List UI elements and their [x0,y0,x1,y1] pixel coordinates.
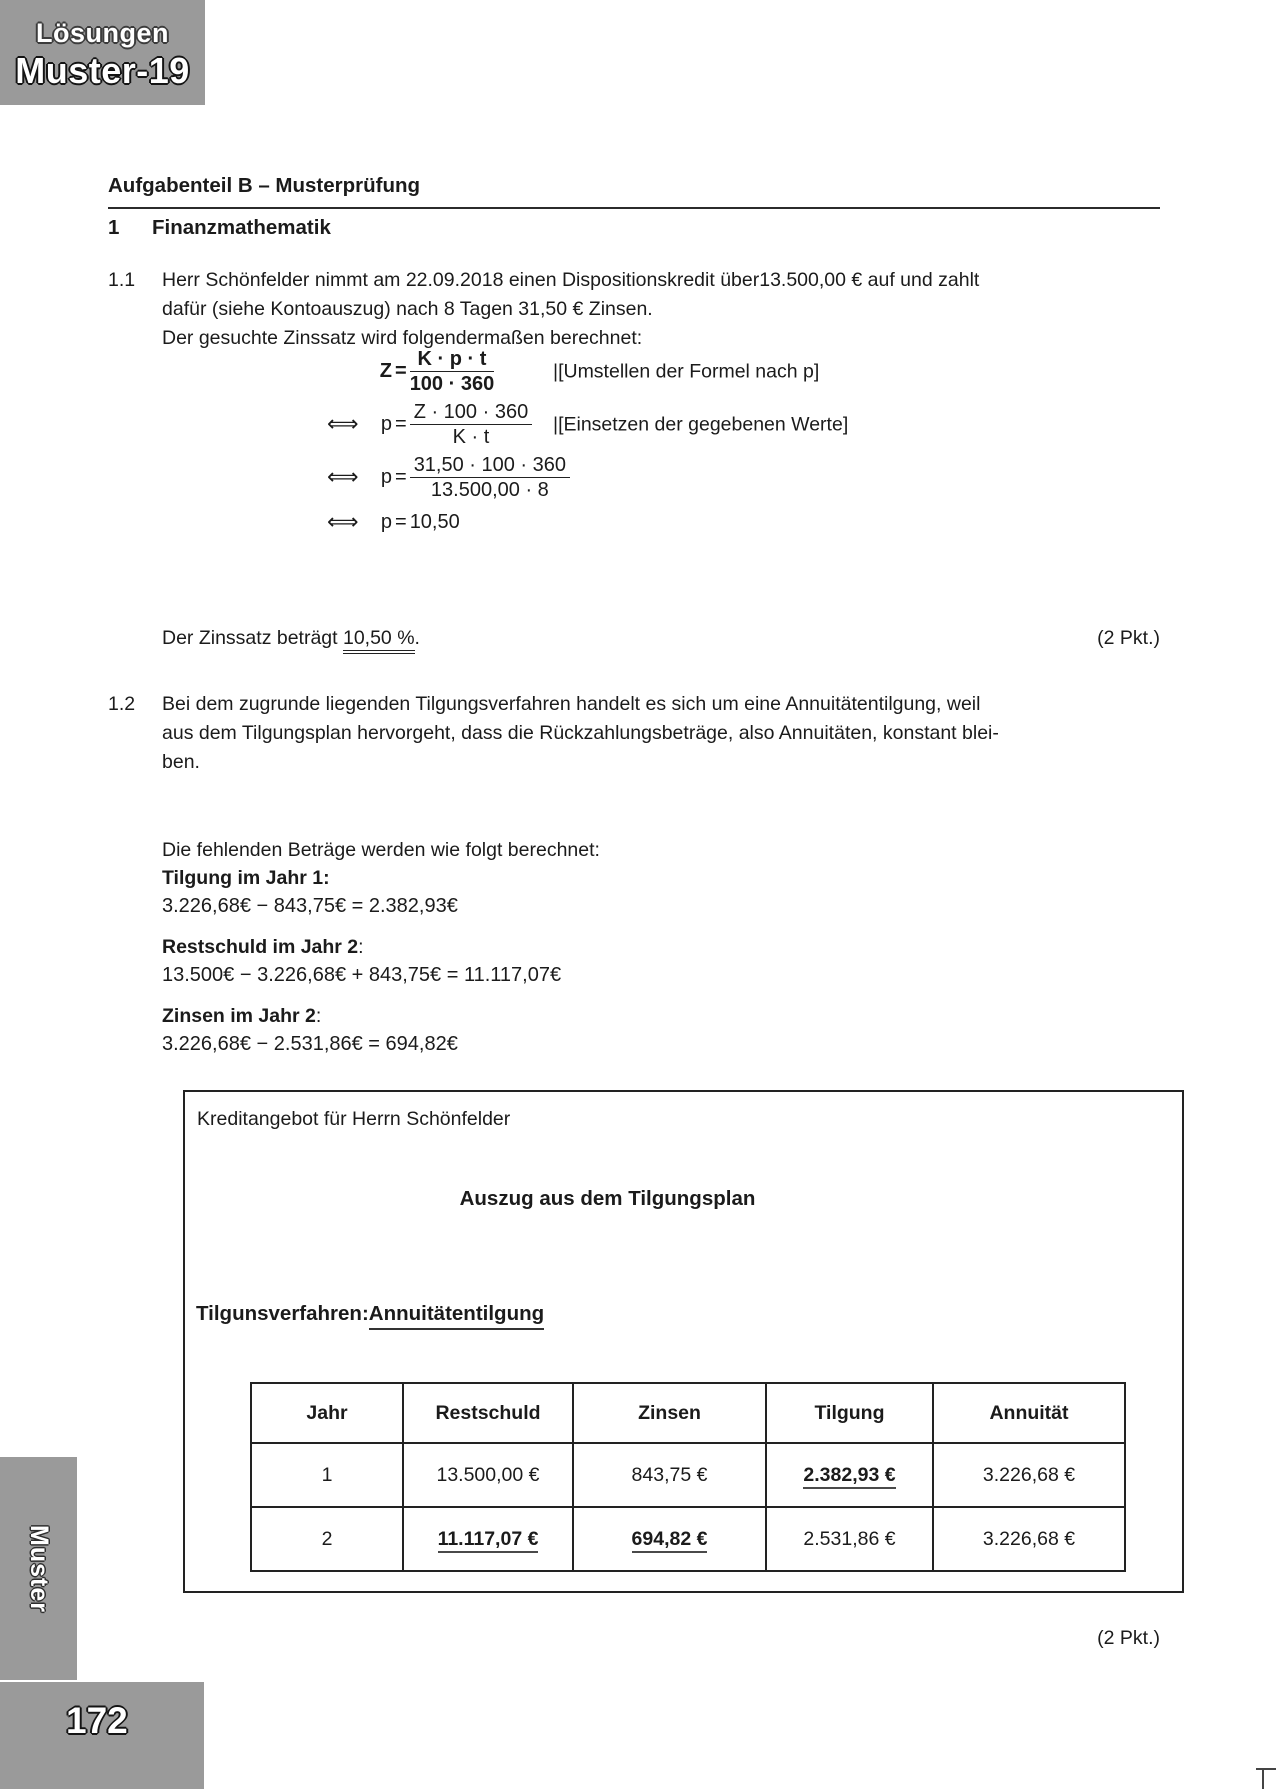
calc-expression: 3.226,68€ − 843,75€ = 2.382,93€ [162,895,458,917]
task-1-2-paragraph [108,690,1160,777]
cell-tilgung [766,1443,933,1507]
cell-value-emphasized: 2.382,93 € [803,1464,895,1489]
formula-lhs: Z [379,360,392,383]
table-header-row [251,1383,1125,1443]
credit-offer-box [183,1090,1184,1593]
cell-jahr [251,1507,403,1571]
cell-restschuld [403,1443,573,1507]
col-header-zinsen: Zinsen [573,1383,766,1443]
col-header-tilgung: Tilgung [766,1383,933,1443]
conclusion-row [108,627,1160,650]
formula-result: 10,50 [409,510,460,533]
cell-value: 1 [321,1463,333,1486]
fraction [410,400,533,450]
fraction-denominator: 100 · 360 [409,373,495,396]
corner-badge [0,0,205,105]
task-1-1-label: 1.1 [108,269,136,291]
calc-expression: 13.500€ − 3.226,68€ + 843,75€ = 11.117,07€ [162,964,562,986]
cell-annuitaet [933,1507,1125,1571]
part-title: Aufgabenteil B – Musterprüfung [108,174,1160,209]
page-number: 172 [66,1700,128,1741]
side-tab-label: Muster [25,1524,53,1613]
section-title: Finanzmathematik [152,216,331,239]
fraction-numerator: K · p · t [417,348,487,370]
calc-heading-bold: Tilgung im Jahr 1: [162,867,330,889]
fraction-numerator: 31,50 · 100 · 360 [413,453,567,476]
formula-row-2 [327,400,849,450]
badge-muster-label: Muster-19 [15,49,190,91]
equals-sign: = [395,465,407,488]
heading-block [108,174,1160,240]
cell-value-emphasized: 694,82 € [632,1528,708,1553]
points-label: (2 Pkt.) [1097,1627,1160,1649]
conclusion-prefix: Der Zinssatz beträgt [162,627,343,649]
formula-annotation: |[Einsetzen der gegebenen Werte] [553,413,849,436]
equals-sign: = [395,360,407,383]
task-1-1-text [162,266,1160,353]
calc-heading-bold: Restschuld im Jahr 2 [162,936,359,958]
task-1-1-line: dafür (siehe Kontoauszug) nach 8 Tagen 31,50 € Zinsen. [162,298,653,320]
cell-restschuld [403,1507,573,1571]
task-1-2-line: Bei dem zugrunde liegenden Tilgungsverfahren handelt es sich um eine Annuitätentilgung, weil [162,693,981,715]
side-tab-muster [0,1457,77,1680]
cell-jahr [251,1443,403,1507]
cell-tilgung [766,1507,933,1571]
credit-offer-title: Kreditangebot für Herrn Schönfelder [197,1108,511,1130]
formula-annotation: |[Umstellen der Formel nach p] [553,360,820,383]
task-1-2-line: ben. [162,751,200,773]
fraction [410,453,570,503]
fraction [410,347,495,397]
cell-value: 2.531,86 € [803,1527,896,1550]
conclusion-sentence [162,627,420,650]
calc-heading [162,933,600,961]
fraction-denominator: K · t [410,424,533,449]
cell-value: 2 [321,1527,333,1550]
cell-value-emphasized: 11.117,07 € [438,1528,539,1553]
page-number-box [0,1682,204,1789]
method-value: Annuitätentilgung [369,1302,544,1330]
formula-row-3 [327,453,570,503]
points-label: (2 Pkt.) [1097,627,1160,649]
badge-loesungen-label: Lösungen [36,17,169,48]
crop-mark-vertical [1262,1768,1264,1789]
equivalence-arrow-icon: ⟺ [327,509,359,535]
col-header-jahr: Jahr [251,1383,403,1443]
table-row [251,1507,1125,1571]
formula-row-4 [327,505,570,539]
calc-heading-plain: : [315,1005,322,1027]
task-1-2-label: 1.2 [108,693,136,715]
cell-value: 3.226,68 € [982,1527,1076,1550]
calc-heading-plain: : [358,936,364,958]
equivalence-arrow-icon: ⟺ [327,412,359,438]
calc-intro: Die fehlenden Beträge werden wie folgt berechnet: [162,839,600,861]
conclusion-value: 10,50 % [343,627,415,654]
task-1-1-line: Herr Schönfelder nimmt am 22.09.2018 einen Dispositionskredit über13.500,00 € auf und zahlt [162,269,980,291]
fraction-numerator: Z · 100 · 360 [413,400,529,423]
section-heading [108,216,1160,240]
formula-lhs: p [380,413,392,436]
task-1-1-paragraph [108,266,1160,353]
table-row [251,1443,1125,1507]
equivalence-arrow-icon: ⟺ [327,464,359,490]
formula-lhs: p [380,510,392,533]
task-1-2-text [162,690,1160,777]
equals-sign: = [395,413,407,436]
col-header-restschuld: Restschuld [403,1383,573,1443]
method-line [196,1302,544,1326]
fraction-denominator: 13.500,00 · 8 [410,477,570,502]
cell-zinsen [573,1443,766,1507]
calc-heading [162,1002,600,1030]
cell-value: 13.500,00 € [436,1463,540,1486]
conclusion-suffix: . [414,627,420,649]
calc-expression: 3.226,68€ − 2.531,86€ = 694,82€ [162,1033,458,1055]
cell-zinsen [573,1507,766,1571]
cell-annuitaet [933,1443,1125,1507]
col-header-annuitaet: Annuität [933,1383,1125,1443]
formula-row-1 [327,347,820,397]
task-1-2-line: aus dem Tilgungsplan hervorgeht, dass die Rückzahlungsbeträge, also Annuitäten, konstant blei- [162,722,999,744]
calc-heading-bold: Zinsen im Jahr 2 [162,1005,316,1027]
crop-mark-horizontal [1256,1768,1276,1770]
cell-value: 843,75 € [631,1463,708,1486]
section-number: 1 [108,216,120,239]
calc-heading [162,864,600,892]
method-label: Tilgunsverfahren: [196,1302,369,1325]
cell-value: 3.226,68 € [982,1463,1076,1486]
formula-lhs: p [380,465,392,488]
tilgungsplan-subtitle: Auszug aus dem Tilgungsplan [459,1187,756,1210]
task-1-1-line: Der gesuchte Zinssatz wird folgendermaßen berechnet: [162,327,643,349]
formula-block [327,347,849,542]
equals-sign: = [395,510,407,533]
calculation-block [162,836,600,1071]
tilgungsplan-table [250,1382,1126,1572]
